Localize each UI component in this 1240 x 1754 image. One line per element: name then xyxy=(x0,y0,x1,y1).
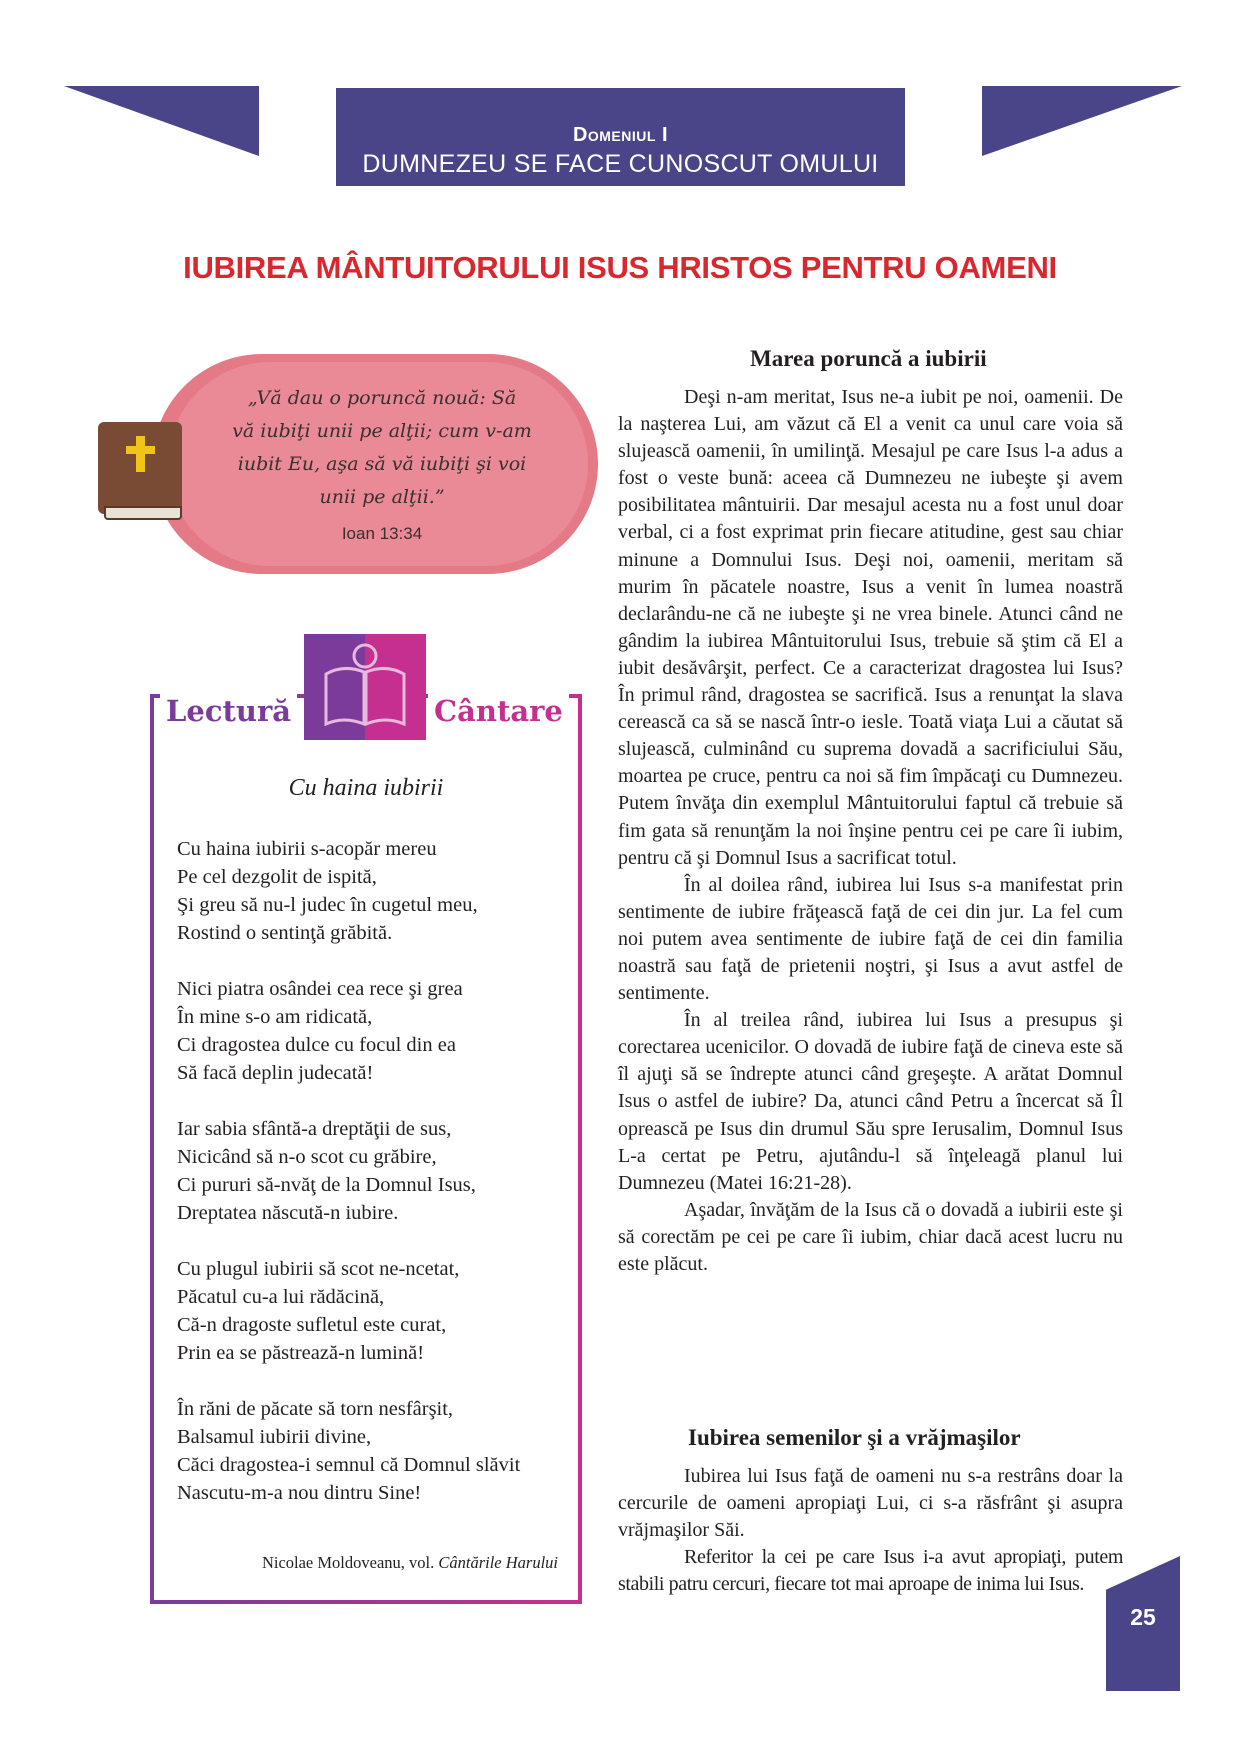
poem-line: Rostind o sentinţă grăbită. xyxy=(177,922,393,944)
poem-line: Iar sabia sfântă-a dreptăţii de sus, xyxy=(177,1118,452,1140)
poem-line: Cu haina iubirii s-acopăr mereu xyxy=(177,838,437,860)
poem-stanza xyxy=(177,1115,577,1227)
poem-line: Că-n dragoste sufletul este curat, xyxy=(177,1314,447,1336)
poem-body xyxy=(177,835,577,1535)
attribution-work: Cântările Harului xyxy=(438,1553,558,1572)
poem-stanza xyxy=(177,975,577,1087)
chapter-header xyxy=(336,88,905,186)
poem-line: Şi greu să nu-l judec în cugetul meu, xyxy=(177,894,478,916)
section-heading-vrajmasi: Iubirea semenilor şi a vrăjmaşilor xyxy=(688,1425,1021,1450)
open-book-icon xyxy=(304,634,426,740)
paragraph: Iubirea lui Isus faţă de oameni nu s-a restrâns doar la cercurile de oameni apropiaţi Lui, ci s-a răsfrânt şi asupra vrăjmaşilor Săi. xyxy=(618,1465,1123,1542)
paragraph: Aşadar, învăţăm de la Isus că o dovadă a iubirii este şi să corectăm pe cei pe care îi iubim, chiar dacă acest lucru nu este plăcut. xyxy=(618,1198,1123,1275)
poem-line: Ci dragostea dulce cu focul din ea xyxy=(177,1034,456,1056)
domain-subtitle: DUMNEZEU SE FACE CUNOSCUT OMULUI xyxy=(362,150,879,178)
quote-reference: Ioan 13:34 xyxy=(341,524,423,543)
poem-stanza xyxy=(177,1255,577,1367)
poem-line: Prin ea se păstrează-n lumină! xyxy=(177,1342,425,1364)
section-body-vrajmasi xyxy=(618,1463,1123,1598)
quote-line: unii pe alţii.” xyxy=(319,486,445,508)
paragraph: În al treilea rând, iubirea lui Isus a presupus şi corectarea ucenicilor. O dovadă de iubire faţă de cineva este să îl ajuţi să se îndrepte atunci când greşeşte. A arătat Domnul Isus o astfel de iubire? Da, atunci când Petru a încercat să Îl oprească pe Isus din drumul Său spre Ierusalim, Domnul Isus L-a certat pe Petru, ajutându-l să înţeleagă planul lui Dumnezeu (Matei 16:21-28). xyxy=(618,1009,1123,1194)
header-left-decoration xyxy=(64,86,259,156)
poem-line: Nici piatra osândei cea rece şi grea xyxy=(177,978,463,1000)
poem-line: Dreptatea născută-n iubire. xyxy=(177,1202,399,1224)
label-lectura: Lectură xyxy=(160,694,297,728)
section-body-porunca xyxy=(618,384,1123,1278)
quote-line: „Vă dau o poruncă nouă: Să xyxy=(247,387,517,409)
label-cantare: Cântare xyxy=(428,694,569,728)
poem-line: Pe cel dezgolit de ispită, xyxy=(177,866,377,888)
poem-line: Nicicând să n-o scot cu grăbire, xyxy=(177,1146,437,1168)
poem-line: În răni de păcate să torn nesfârşit, xyxy=(177,1398,454,1420)
page-number: 25 xyxy=(1130,1604,1156,1630)
poem-stanza xyxy=(177,835,577,947)
poem-line: Păcatul cu-a lui rădăcină, xyxy=(177,1286,385,1308)
cross-icon xyxy=(136,436,145,472)
header-right-decoration xyxy=(982,86,1182,156)
quote-line: vă iubiţi unii pe alţii; cum v-am xyxy=(232,420,532,442)
poem-title: Cu haina iubirii xyxy=(288,775,444,801)
quote-line: iubit Eu, aşa să vă iubiţi şi voi xyxy=(237,453,527,475)
poem-line: În mine s-o am ridicată, xyxy=(177,1006,373,1028)
poem-stanza xyxy=(177,1395,577,1507)
paragraph: Referitor la cei pe care Isus i-a avut apropiaţi, putem stabili patru cercuri, fiecare tot mai aproape de inima lui Isus. xyxy=(618,1546,1123,1596)
quote-text xyxy=(212,382,552,514)
quote-card xyxy=(92,346,598,582)
poem-line: Căci dragostea-i semnul că Domnul slăvit xyxy=(177,1454,521,1476)
poem-attribution xyxy=(150,1553,558,1573)
poem-line: Ci pururi să-nvăţ de la Domnul Isus, xyxy=(177,1174,476,1196)
poem-line: Să facă deplin judecată! xyxy=(177,1062,374,1084)
section-heading-porunca: Marea poruncă a iubirii xyxy=(750,346,987,371)
attribution-author: Nicolae Moldoveanu, vol. xyxy=(261,1553,439,1572)
page-title: IUBIREA MÂNTUITORULUI ISUS HRISTOS PENTRU OAMENI xyxy=(183,250,1057,285)
domain-label: Domeniul I xyxy=(572,124,669,146)
poem-line: Nascutu-m-a nou dintru Sine! xyxy=(177,1482,422,1504)
bible-icon xyxy=(98,422,184,522)
poem-line: Cu plugul iubirii să scot ne-ncetat, xyxy=(177,1258,460,1280)
poem-line: Balsamul iubirii divine, xyxy=(177,1426,372,1448)
paragraph: În al doilea rând, iubirea lui Isus s-a manifestat prin sentimente de iubire frăţească faţă de cei din jur. La fel cum noi putem avea sentimente de iubire faţă de cei din familia noastră sau faţă de prietenii noştri, şi Isus a avut astfel de sentimente. xyxy=(618,873,1123,1005)
paragraph: Deşi n-am meritat, Isus ne-a iubit pe noi, oamenii. De la naşterea Lui, am văzut că El a venit ca unul care voia să slujească oamenii, în umilinţă. Mesajul pe care Isus l-a adus a fost o veste bună: aceea că Dumnezeu ne iubeşte şi avem posibilitatea mântuirii. Dar mesajul acesta nu a fost unul doar verbal, ci a fost exprimat prin fiecare atitudine, gest sau chiar minune a Domnului Isus. Deşi noi, oamenii, meritam să murim în păcatele noastre, Isus a venit în lumea noastră declarându-ne că ne iubeşte şi ne vrea binele. Atunci când ne gândim la iubirea Mântuitorului Isus, trebuie să ştim că El a iubit desăvârşit, perfect. Ce a caracterizat dragostea lui Isus? În primul rând, dragostea se sacrifică. Isus a renunţat la slava cerească ca să se nască într-o iesle. Toată viaţa Lui a căutat să slujească, culminând cu suprema dovadă a sacrificiului Său, moartea pe cruce, pentru ca noi să fim împăcaţi cu Dumnezeu. Putem învăţa din exemplul Mântuitorului faptul că trebuie să fim gata să renunţăm la noi înşine pentru cei pe care îi iubim, pentru că şi Domnul Isus a sacrificat totul. xyxy=(618,386,1123,869)
